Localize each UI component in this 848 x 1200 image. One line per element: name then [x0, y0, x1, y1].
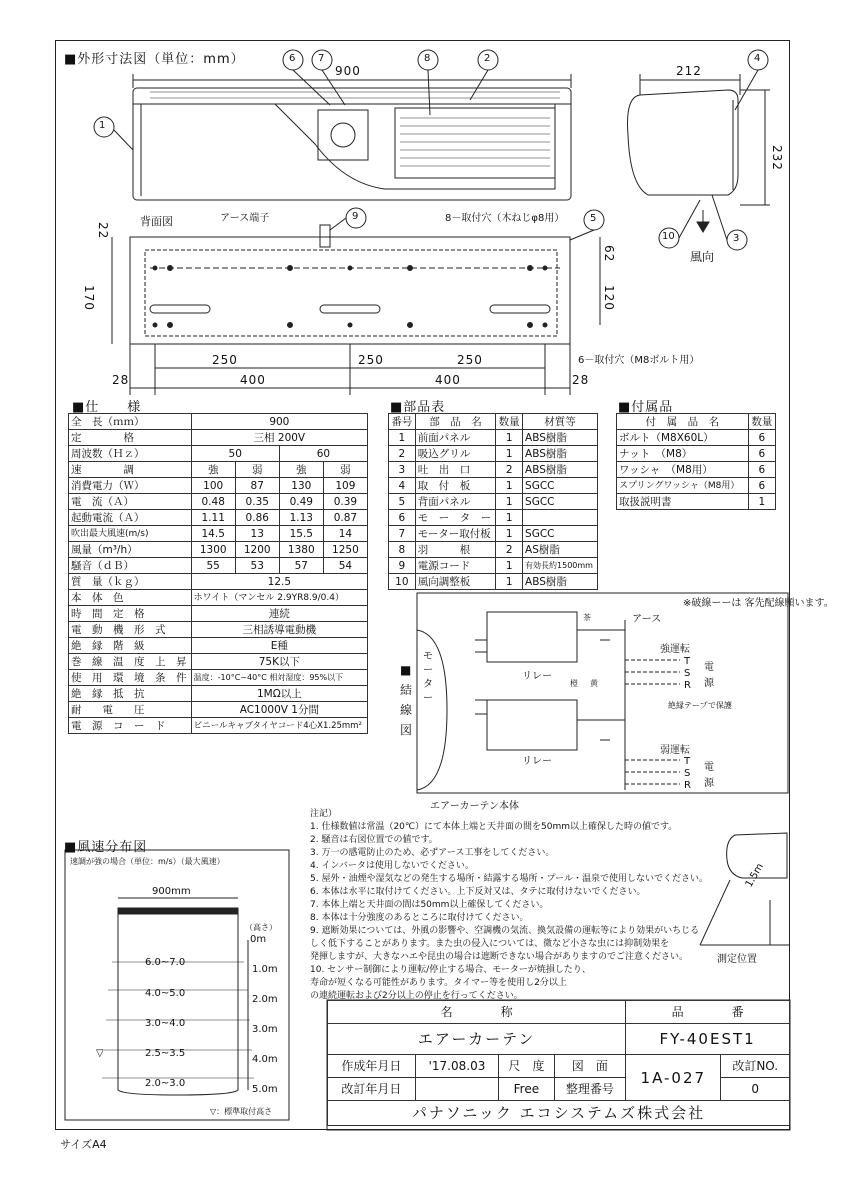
brown-label: 茶	[583, 613, 591, 622]
table-cell: 取扱説明書	[617, 494, 749, 510]
table-cell: 強	[279, 462, 323, 478]
spec-label: 周波数（Ｈｚ）	[69, 446, 192, 462]
drawing-number: 1A-027	[626, 1055, 721, 1101]
dim-width: 900	[335, 64, 361, 78]
table-cell: 15.5	[279, 526, 323, 542]
callout-8: 8	[424, 53, 431, 64]
table-cell: 電 流（Ａ）	[69, 494, 192, 510]
table-cell: 連続	[191, 606, 367, 622]
range-4: 2.0~3.0	[145, 1078, 186, 1089]
table-cell: 14.5	[191, 526, 235, 542]
part-header: 品 番	[626, 1001, 790, 1024]
dim-250c: 250	[457, 353, 483, 367]
table-cell: ABS樹脂	[523, 462, 598, 478]
table-cell: 取 付 板	[415, 478, 496, 494]
table-cell: 5	[389, 494, 416, 510]
callout-3: 3	[733, 233, 740, 244]
part-number: FY-40EST1	[626, 1024, 790, 1055]
table-cell: 起動電流（Ａ）	[69, 510, 192, 526]
spec-label: 定 格	[69, 430, 192, 446]
fig-label: 図 面	[554, 1055, 626, 1078]
spec-label: 全 長（ｍｍ）	[69, 414, 192, 430]
rev-value: 0	[721, 1078, 790, 1101]
scale-value: Free	[499, 1078, 554, 1101]
table-cell: 1	[496, 574, 523, 590]
table-cell: 6	[389, 510, 416, 526]
table-cell: 1250	[323, 542, 367, 558]
scale-label: 尺 度	[499, 1055, 554, 1078]
table-cell: 55	[191, 558, 235, 574]
table-cell: 吸込グリル	[415, 446, 496, 462]
earth-terminal-label: アース端子	[220, 213, 270, 224]
num-label: 整理番号	[554, 1078, 626, 1101]
table-cell: 1	[389, 430, 416, 446]
table-cell: 三相誘導電動機	[191, 622, 367, 638]
s2: S	[684, 768, 691, 779]
mount6-label: 6－取付穴（M8ボルト用）	[578, 355, 700, 366]
table-cell: 数量	[748, 414, 775, 430]
table-cell: 9	[389, 558, 416, 574]
table-cell: 1	[496, 494, 523, 510]
airspeed-caption: 速調が強の場合（単位：m/s）（最大風速）	[70, 857, 225, 866]
table-cell: 耐 電 圧	[69, 702, 192, 718]
table-cell: 弱	[323, 462, 367, 478]
h0: 0m	[250, 934, 267, 945]
table-cell: 14	[323, 526, 367, 542]
table-cell: ホワイト（マンセル 2.9YR8.9/0.4）	[191, 590, 367, 606]
table-cell: 0.35	[235, 494, 279, 510]
dim-b170: 170	[82, 285, 96, 311]
body-label: エアーカーテン本体	[430, 801, 519, 812]
airspeed-title: ■風速分布図	[64, 840, 148, 855]
table-cell: 7	[389, 526, 416, 542]
table-cell: 背面パネル	[415, 494, 496, 510]
table-cell: ビニールキャブタイヤコード4心X1.25mm²	[191, 718, 367, 734]
table-cell: 2	[496, 542, 523, 558]
table-cell: 4	[389, 478, 416, 494]
callout-9: 9	[352, 211, 359, 222]
spec-value: 60	[279, 446, 367, 462]
made-date: '17.08.03	[415, 1055, 498, 1078]
dim-28b: 28	[572, 373, 590, 387]
paper-size: サイズA4	[60, 1138, 107, 1151]
power1: 電源	[704, 662, 714, 689]
table-cell: 1300	[191, 542, 235, 558]
table-cell: 1	[496, 558, 523, 574]
accessories-title: ■付属品	[618, 400, 674, 415]
table-cell: 1200	[235, 542, 279, 558]
callout-1: 1	[99, 120, 106, 131]
insulate-label: 絶縁テープで保護	[668, 701, 732, 710]
table-cell: 有効長約1500mm	[523, 558, 598, 574]
spec-table	[68, 413, 368, 734]
relay1-label: リレー	[522, 671, 552, 682]
spec-value: 900	[191, 414, 367, 430]
table-cell: 1.11	[191, 510, 235, 526]
h3: 3.0m	[252, 1024, 278, 1035]
table-cell: 1	[496, 430, 523, 446]
table-cell: 電 動 機 形 式	[69, 622, 192, 638]
range-2: 3.0~4.0	[145, 1018, 186, 1029]
table-cell: 87	[235, 478, 279, 494]
table-cell: 0.49	[279, 494, 323, 510]
table-cell: 0.48	[191, 494, 235, 510]
r2: R	[684, 780, 691, 791]
table-cell: 8	[389, 542, 416, 558]
table-cell: AS樹脂	[523, 542, 598, 558]
table-cell: 1380	[279, 542, 323, 558]
title-block	[327, 1000, 790, 1126]
table-cell: ボルト（M8X60L）	[617, 430, 749, 446]
dim-400a: 400	[240, 373, 266, 387]
wind-direction-label: 風向	[690, 250, 715, 264]
accessories-table	[616, 413, 776, 510]
table-cell: 1	[748, 494, 775, 510]
motor-label: モーター	[423, 651, 433, 704]
outline-title: ■外形寸法図（単位：mm）	[64, 52, 245, 67]
table-cell: 絶 縁 抵 抗	[69, 686, 192, 702]
spec-title: ■仕 様	[72, 400, 142, 415]
h2: 2.0m	[252, 994, 278, 1005]
table-cell: 1	[496, 446, 523, 462]
table-cell: SGCC	[523, 526, 598, 542]
notes-title: 注記）	[310, 809, 338, 819]
product-name: エアーカーテン	[328, 1024, 626, 1055]
airspeed-legend: ▽：標準取付高さ	[210, 1107, 273, 1116]
table-cell: 電 源 コ ー ド	[69, 718, 192, 734]
table-cell: 時 間 定 格	[69, 606, 192, 622]
table-cell: 1	[496, 510, 523, 526]
table-cell: 羽 根	[415, 542, 496, 558]
table-cell: 6	[748, 446, 775, 462]
spec-value: 三相 200V	[191, 430, 367, 446]
notes: 注記） 1. 仕様数値は常温（20℃）にて本体上端と天井面の間を50mm以上確保した時の値です。 2. 騒音は右図位置での値です。 3. 万一の感電防止のため、必ずアース工事をしてください。 4. インバータは使用しないでください。 5. 屋外・油煙や湿気などの発生する場所・結露する場所・プール・温泉で使用しないでください。 6. 本体は水平に取付けてください。上下反対又は、タテに取付けないでください。 7. 本体上端と天井面の間は50mm以上確保してください。 8. 本体は十分強度のあるところに取付けてください。 9. 遮断効果については、外風の影響や、空調機の気流、換気設備の運転等により効果がいちじる しく低下することがあります。また虫の侵入については、微など小さな虫には抑制効果を 発揮しますが、大きなハエや昆虫の場合は遮断できない場合がありますのでご注意ください。 10. センサー制御により運転/停止する場合、モーターが焼損したり、 寿命が短くなる可能性があります。タイマー等を使用し2分以上 の連続運転および2分以上の停止を行ってください。	[310, 808, 740, 1003]
wiring-title: ■結線図	[400, 663, 413, 737]
parts-table	[388, 413, 598, 590]
table-cell: 巻 線 温 度 上 昇	[69, 654, 192, 670]
table-cell: 騒音（ｄＢ）	[69, 558, 192, 574]
table-cell: 100	[191, 478, 235, 494]
orange-label: 橙	[570, 679, 578, 688]
table-cell: 1	[496, 478, 523, 494]
table-cell: 1	[496, 526, 523, 542]
dim-250a: 250	[212, 353, 238, 367]
revdate-label: 改訂年月日	[328, 1078, 416, 1101]
table-cell: 前面パネル	[415, 430, 496, 446]
r1: R	[684, 680, 691, 691]
table-cell: 消費電力（Ｗ）	[69, 478, 192, 494]
t2: T	[684, 756, 691, 767]
dim-b120: 120	[602, 285, 616, 311]
dim-b22: 22	[96, 222, 110, 240]
relay2-label: リレー	[522, 756, 552, 767]
table-cell: 番号	[389, 414, 416, 430]
table-cell	[415, 1078, 498, 1101]
table-cell: 0.87	[323, 510, 367, 526]
table-cell: 部 品 名	[415, 414, 496, 430]
dim-depth: 212	[676, 64, 702, 78]
measure-label: 測定位置	[717, 954, 757, 965]
table-cell: 風向調整板	[415, 574, 496, 590]
table-cell: 電源コード	[415, 558, 496, 574]
table-cell: 使 用 環 境 条 件	[69, 670, 192, 686]
callout-7: 7	[318, 53, 325, 64]
table-cell: 1MΩ以上	[191, 686, 367, 702]
range-0: 6.0~7.0	[145, 957, 186, 968]
table-cell: モーター取付板	[415, 526, 496, 542]
table-cell: 数量	[496, 414, 523, 430]
h4: 4.0m	[252, 1054, 278, 1065]
table-cell: 57	[279, 558, 323, 574]
mount8-label: 8－取付穴（木ねじφ8用）	[445, 213, 565, 224]
table-cell: 13	[235, 526, 279, 542]
table-cell: ワッシャ （M8用）	[617, 462, 749, 478]
table-cell: 材質等	[523, 414, 598, 430]
earth-label: アース	[632, 614, 662, 625]
table-cell: 温度：-10°C~40°C 相対湿度：95%以下	[191, 670, 367, 686]
table-cell: 付 属 品 名	[617, 414, 749, 430]
table-cell: 本 体 色	[69, 590, 192, 606]
table-cell: 0.39	[323, 494, 367, 510]
range-1: 4.0~5.0	[145, 988, 186, 999]
table-cell: 6	[748, 478, 775, 494]
callout-2: 2	[484, 53, 491, 64]
height-label: （高さ）	[245, 923, 277, 932]
rev-label: 改訂NO.	[721, 1055, 790, 1078]
yellow-label: 黄	[590, 679, 598, 688]
table-cell: 109	[323, 478, 367, 494]
dim-b62: 62	[602, 245, 616, 263]
callout-10: 10	[662, 231, 675, 242]
table-cell: 54	[323, 558, 367, 574]
table-cell: 2	[389, 446, 416, 462]
table-cell: 吐 出 口	[415, 462, 496, 478]
table-cell: SGCC	[523, 478, 598, 494]
dim-250b: 250	[358, 353, 384, 367]
power2: 電源	[704, 762, 714, 789]
table-cell: E種	[191, 638, 367, 654]
parts-title: ■部品表	[390, 400, 446, 415]
t1: T	[684, 656, 691, 667]
dim-28a: 28	[112, 373, 130, 387]
table-cell: ABS樹脂	[523, 430, 598, 446]
table-cell: AC1000V 1分間	[191, 702, 367, 718]
table-cell: 130	[279, 478, 323, 494]
dim-height: 232	[770, 145, 784, 171]
table-cell: 3	[389, 462, 416, 478]
table-cell: 1.13	[279, 510, 323, 526]
table-cell: 6	[748, 462, 775, 478]
name-header: 名 称	[328, 1001, 626, 1024]
table-cell	[523, 510, 598, 526]
table-cell: 質 量（ｋｇ）	[69, 574, 192, 590]
measure-dist: 1.5m	[743, 861, 767, 890]
table-cell: 弱	[235, 462, 279, 478]
table-cell: 強	[191, 462, 235, 478]
made-label: 作成年月日	[328, 1055, 416, 1078]
callout-5: 5	[590, 213, 597, 224]
table-cell: 10	[389, 574, 416, 590]
company-name: パナソニック エコシステムズ株式会社	[328, 1101, 790, 1126]
back-view-title: 背面図	[140, 215, 173, 228]
callout-6: 6	[289, 53, 296, 64]
table-cell: ナット （M8）	[617, 446, 749, 462]
dim-400b: 400	[435, 373, 461, 387]
table-cell: 吹出最大風速(m/s)	[69, 526, 192, 542]
table-cell: 絶 縁 階 級	[69, 638, 192, 654]
table-cell: モ ー タ ー	[415, 510, 496, 526]
wiring-note: ※破線ーーは 客先配線願います。	[683, 598, 834, 609]
table-cell: 2	[496, 462, 523, 478]
table-cell: 6	[748, 430, 775, 446]
range-3: 2.5~3.5	[145, 1048, 186, 1059]
weak-label: 弱運転	[660, 745, 690, 756]
spec-label: 速 調	[69, 462, 192, 478]
table-cell: 0.86	[235, 510, 279, 526]
spec-value: 50	[191, 446, 279, 462]
h5: 5.0m	[252, 1084, 278, 1095]
strong-label: 強運転	[660, 644, 690, 655]
h1: 1.0m	[252, 964, 278, 975]
table-cell: 53	[235, 558, 279, 574]
airspeed-width: 900mm	[152, 886, 191, 897]
table-cell: 12.5	[191, 574, 367, 590]
table-cell: 風量（m³/h）	[69, 542, 192, 558]
table-cell: ABS樹脂	[523, 574, 598, 590]
table-cell: 75K以下	[191, 654, 367, 670]
callout-4: 4	[754, 53, 761, 64]
std-height-mark: ▽	[96, 1048, 104, 1059]
table-cell: ABS樹脂	[523, 446, 598, 462]
table-cell: SGCC	[523, 494, 598, 510]
s1: S	[684, 668, 691, 679]
table-cell: スプリングワッシャ（M8用）	[617, 478, 749, 494]
